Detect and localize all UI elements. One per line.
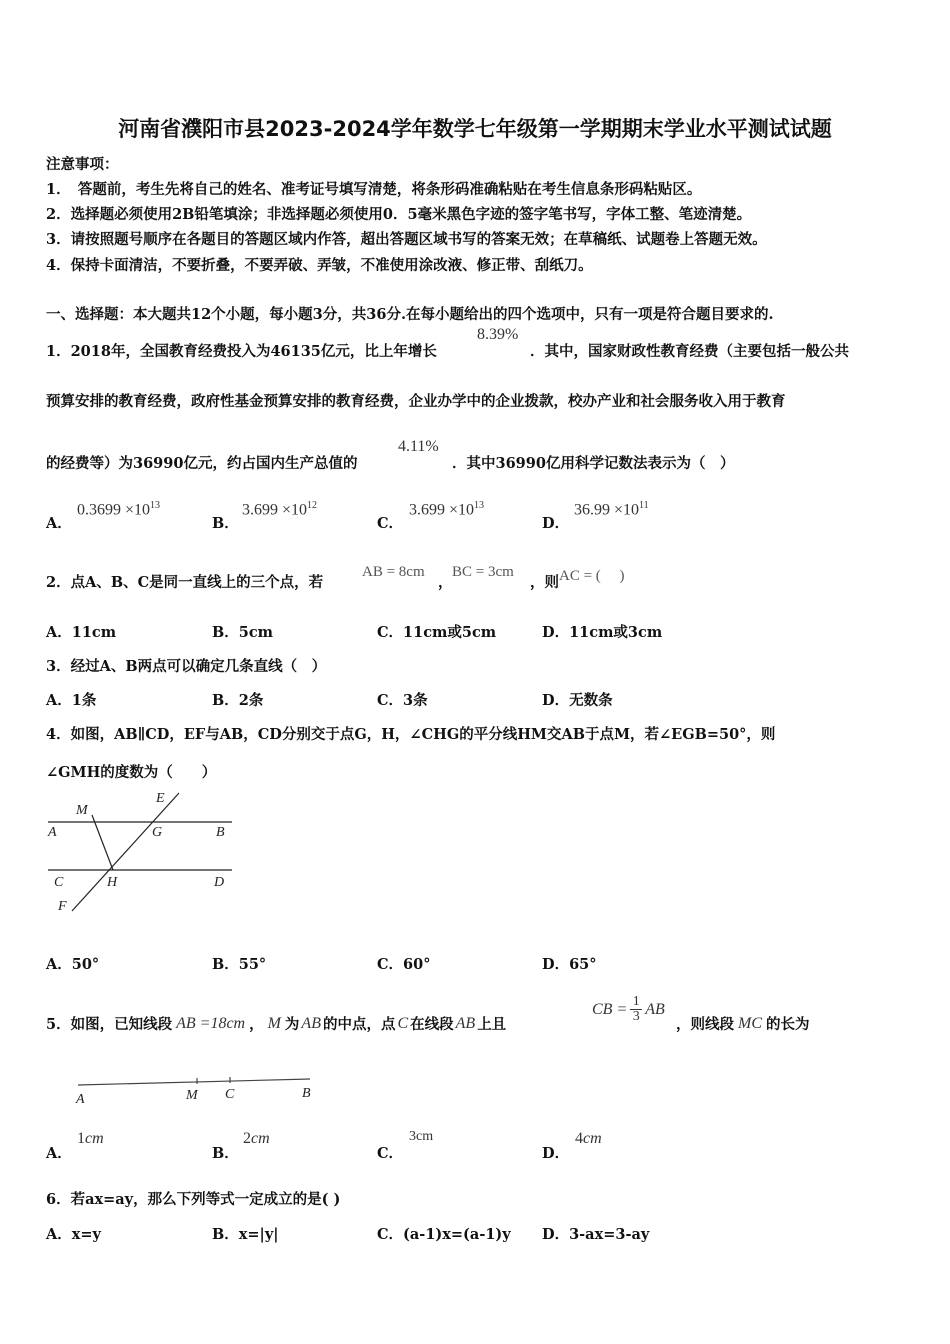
q6-option-c[interactable]: C．(a-1)x=(a-1)y <box>377 1226 511 1243</box>
q5-option-a[interactable]: A． <box>46 1145 72 1162</box>
label-g: G <box>152 825 163 840</box>
label-a: A <box>76 1092 85 1107</box>
q1-option-b-value: $3.699 \times 10^{12}$ <box>242 500 318 519</box>
q5-fraction-expression: CB = $\frac{1}{3}$ AB <box>592 994 665 1024</box>
q2-option-d[interactable]: D．11cm或3cm <box>542 624 663 641</box>
label-d: D <box>214 875 225 890</box>
q4-line2: ∠GMH的度数为（ ） <box>46 764 217 781</box>
q5-stem: 5．如图，已知线段 AB =18cm ， M 为 AB 的中点，点 C 在线段 AB 上且 <box>46 1014 507 1033</box>
label-e: E <box>156 791 165 806</box>
q5-stem-tail: ，则线段 MC 的长为 <box>676 1014 810 1033</box>
q4-figure <box>40 785 240 915</box>
q6-option-d[interactable]: D．3-ax=3-ay <box>542 1226 650 1243</box>
q2-option-b[interactable]: B．5cm <box>212 624 274 641</box>
label-f: F <box>58 899 67 914</box>
q2-option-c[interactable]: C．11cm或5cm <box>377 624 497 641</box>
q1-line1b: ．其中，国家财政性教育经费（主要包括一般公共 <box>530 343 849 360</box>
notice-item: 4．保持卡面清洁，不要折叠，不要弄破、弄皱，不准使用涂改液、修正带、刮纸刀。 <box>46 257 593 274</box>
q1-option-a[interactable]: A． <box>46 515 72 532</box>
q2-text-a: 2．点A、B、C是同一直线上的三个点，若 <box>46 574 324 591</box>
section-heading: 一、选择题：本大题共12个小题，每小题3分，共36分.在每小题给出的四个选项中，只有一项是符合题目要求的. <box>46 306 774 323</box>
q1-option-a-value: $0.3699 \times 10^{13}$ <box>77 500 161 519</box>
q4-option-b[interactable]: B．55° <box>212 956 267 973</box>
q4-line1: 4．如图，AB∥CD，EF与AB，CD分别交于点G，H，∠CHG的平分线HM交AB于点M，若∠EGB=50°，则 <box>46 726 776 743</box>
q5-option-c-value: 3cm <box>409 1129 434 1144</box>
q6-option-b[interactable]: B．x=|y| <box>212 1226 279 1243</box>
label-b: B <box>302 1086 311 1101</box>
q2-comma: ， <box>438 574 453 591</box>
q5-option-b[interactable]: B． <box>212 1145 239 1162</box>
q1-line2: 预算安排的教育经费，政府性基金预算安排的教育经费，企业办学中的企业拨款，校办产业和社会服务收入用于教育 <box>46 393 786 410</box>
q2-math-ab: AB = 8cm <box>362 564 425 580</box>
line-ef <box>72 793 179 911</box>
q6-text: 6．若ax=ay，那么下列等式一定成立的是( ) <box>46 1191 341 1208</box>
q4-option-d[interactable]: D．65° <box>542 956 597 973</box>
q5-option-a-value: 1cm <box>77 1130 104 1147</box>
q1-percent-1: 8.39% <box>477 326 519 343</box>
label-a: A <box>48 825 57 840</box>
segment-ab <box>78 1079 310 1085</box>
label-m: M <box>186 1088 198 1103</box>
label-c: C <box>54 875 64 890</box>
q1-line3b: ．其中36990亿用科学记数法表示为（ ） <box>452 455 735 472</box>
page-title: 河南省濮阳市县2023-2024学年数学七年级第一学期期末学业水平测试试题 <box>118 117 832 141</box>
notice-item: 2．选择题必须使用2B铅笔填涂；非选择题必须使用0．5毫米黑色字迹的签字笔书写，字体工整、笔迹清楚。 <box>46 206 752 223</box>
q5-option-d-value: 4cm <box>575 1130 602 1147</box>
q3-option-c[interactable]: C．3条 <box>377 692 428 709</box>
q4-option-a[interactable]: A．50° <box>46 956 100 973</box>
q1-line1a: 1．2018年，全国教育经费投入为46135亿元，比上年增长 <box>46 343 437 360</box>
q6-option-a[interactable]: A．x=y <box>46 1226 101 1243</box>
q1-option-c[interactable]: C． <box>377 515 404 532</box>
q2-math-ac: AC = ( ) <box>559 568 625 584</box>
label-b: B <box>216 825 225 840</box>
q5-option-b-value: 2cm <box>243 1130 270 1147</box>
line-hm <box>92 815 113 870</box>
q1-option-d[interactable]: D． <box>542 515 570 532</box>
notice-item: 3．请按照题号顺序在各题目的答题区域内作答，超出答题区域书写的答案无效；在草稿纸、试题卷上答题无效。 <box>46 231 767 248</box>
label-m: M <box>76 803 88 818</box>
q4-option-c[interactable]: C．60° <box>377 956 431 973</box>
q3-text: 3．经过A、B两点可以确定几条直线（ ） <box>46 658 327 675</box>
q5-option-d[interactable]: D． <box>542 1145 570 1162</box>
q3-option-d[interactable]: D．无数条 <box>542 692 613 709</box>
q2-math-bc: BC = 3cm <box>452 564 514 580</box>
notice-heading: 注意事项： <box>46 156 119 173</box>
q2-option-a[interactable]: A．11cm <box>46 624 117 641</box>
q3-option-b[interactable]: B．2条 <box>212 692 264 709</box>
notice-item: 1． 答题前，考生先将自己的姓名、准考证号填写清楚，将条形码准确粘贴在考生信息条形码粘贴区。 <box>46 181 702 198</box>
q3-option-a[interactable]: A．1条 <box>46 692 97 709</box>
q1-option-d-value: $36.99 \times 10^{11}$ <box>574 500 649 519</box>
q2-text-b: ，则 <box>530 574 559 591</box>
label-h: H <box>107 875 118 890</box>
q5-figure <box>70 1070 330 1110</box>
q1-option-b[interactable]: B． <box>212 515 239 532</box>
q1-line3a: 的经费等）为36990亿元，约占国内生产总值的 <box>46 455 358 472</box>
q5-option-c[interactable]: C． <box>377 1145 404 1162</box>
q1-percent-2: 4.11% <box>398 438 439 455</box>
q1-option-c-value: $3.699 \times 10^{13}$ <box>409 500 485 519</box>
label-c: C <box>225 1087 235 1102</box>
